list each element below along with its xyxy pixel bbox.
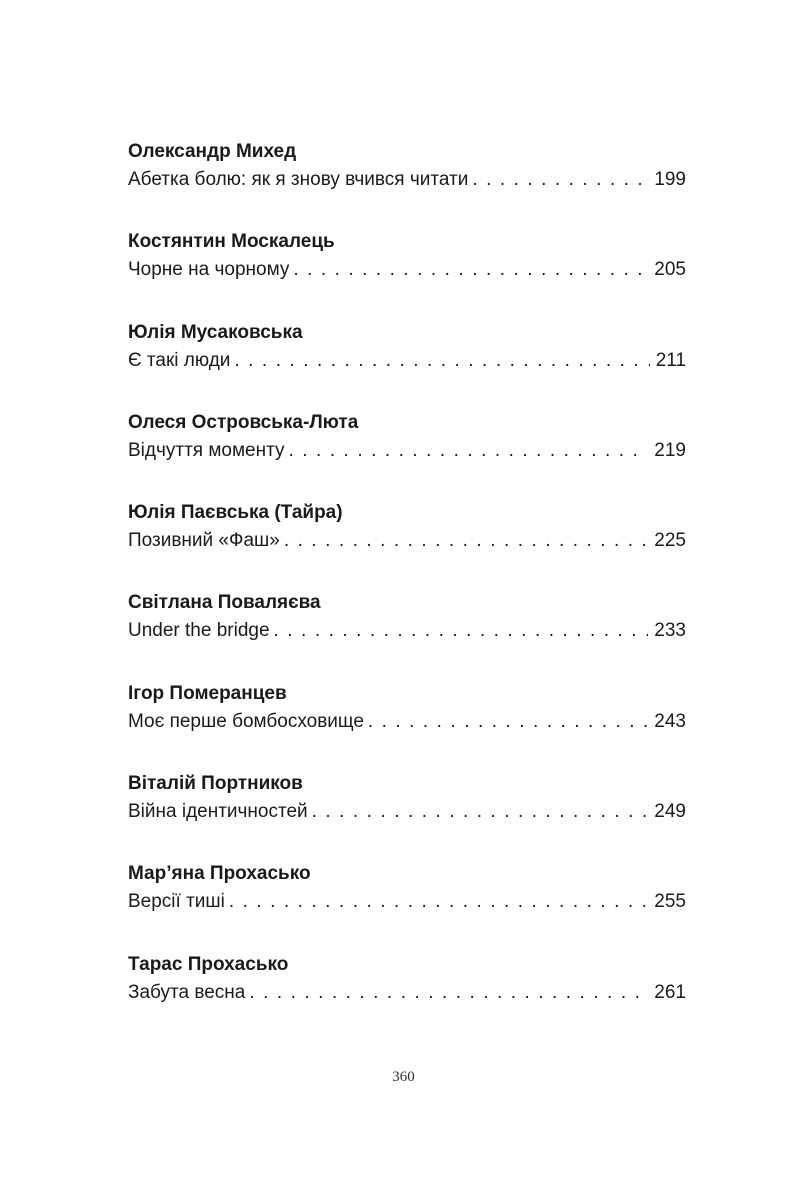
toc-page-number: 199 [654, 169, 686, 190]
toc-entry [128, 320, 686, 410]
dot-leader [312, 799, 649, 825]
toc-page-number: 233 [654, 620, 686, 642]
toc-page-number: 261 [654, 981, 686, 1003]
dot-leader [234, 348, 649, 374]
toc-line [128, 980, 686, 1010]
dot-leader [284, 528, 648, 554]
toc-page-number: 249 [654, 801, 686, 823]
toc-page-number: 205 [654, 259, 686, 281]
toc-title: Війна ідентичностей [128, 801, 308, 823]
toc-author: Костянтин Москалець [128, 231, 335, 253]
toc-line [128, 167, 686, 197]
table-of-contents [128, 139, 686, 1042]
toc-entry [128, 229, 686, 319]
toc-line [128, 709, 686, 739]
toc-title: Є такі люди [128, 349, 231, 371]
toc-title: Under the bridge [128, 620, 270, 642]
toc-entry [128, 590, 686, 680]
page-number: 360 [392, 1069, 415, 1085]
dot-leader [368, 709, 648, 735]
toc-page-number: 219 [654, 439, 686, 461]
toc-entry [128, 681, 686, 771]
toc-author: Світлана Поваляєва [128, 592, 321, 614]
toc-title: Абетка болю: як я знову вчився читати [128, 169, 469, 190]
toc-title: Відчуття моменту [128, 439, 285, 461]
toc-entry [128, 500, 686, 590]
toc-page-number: 255 [654, 891, 686, 913]
toc-entry [128, 861, 686, 951]
toc-page-number: 211 [655, 349, 686, 371]
toc-line [128, 257, 686, 287]
toc-title: Моє перше бомбосховище [128, 710, 364, 732]
toc-author: Юлія Мусаковська [128, 321, 303, 343]
dot-leader [472, 167, 648, 193]
toc-page-number: 243 [654, 710, 686, 732]
toc-author: Тарас Прохасько [128, 953, 289, 975]
toc-title: Чорне на чорному [128, 259, 290, 281]
dot-leader [289, 438, 649, 464]
dot-leader [274, 618, 649, 644]
toc-line [128, 348, 686, 378]
toc-author: Мар’яна Прохасько [128, 863, 311, 885]
dot-leader [249, 980, 648, 1006]
toc-line [128, 438, 686, 468]
toc-entry [128, 139, 686, 229]
toc-entry [128, 410, 686, 500]
toc-page-number: 225 [654, 530, 686, 552]
toc-author: Юлія Паєвська (Тайра) [128, 502, 343, 524]
toc-author: Олександр Михед [128, 141, 297, 162]
toc-title: Забута весна [128, 981, 246, 1003]
dot-leader [293, 257, 648, 283]
toc-author: Ігор Померанцев [128, 682, 287, 704]
toc-line [128, 799, 686, 829]
toc-entry [128, 952, 686, 1042]
toc-line [128, 889, 686, 919]
dot-leader [229, 889, 648, 915]
toc-title: Версії тиші [128, 891, 225, 913]
toc-title: Позивний «Фаш» [128, 530, 280, 552]
toc-author: Олеся Островська-Люта [128, 411, 359, 433]
toc-line [128, 618, 686, 648]
toc-line [128, 528, 686, 558]
toc-author: Віталій Портников [128, 773, 303, 795]
toc-entry [128, 771, 686, 861]
